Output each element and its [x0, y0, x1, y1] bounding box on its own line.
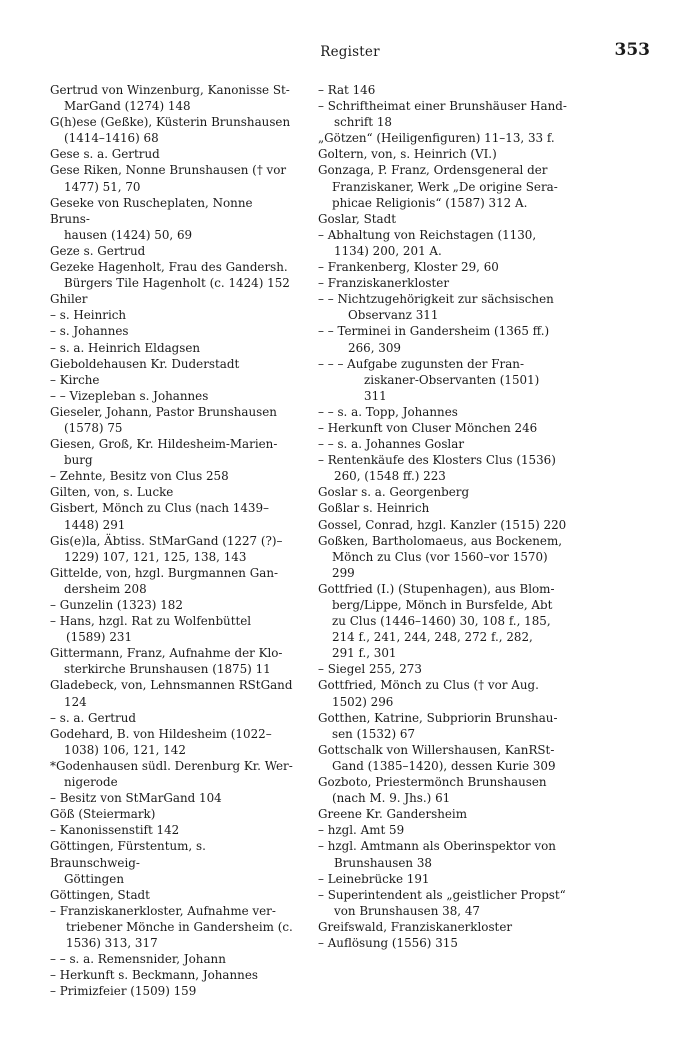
index-entry-line: Gonzaga, P. Franz, Ordensgeneral der [318, 163, 548, 178]
index-entry [50, 677, 296, 709]
index-column-right [318, 82, 568, 951]
index-entry [318, 259, 568, 275]
index-entry-line: Göttingen, Stadt [50, 887, 150, 902]
index-entry [50, 372, 296, 388]
index-entry-line: 1448) 291 [64, 517, 126, 532]
index-entry-line: – Siegel 255, 273 [318, 662, 422, 677]
index-entry [50, 806, 296, 822]
index-entry-line: Geseke von Ruscheplaten, Nonne Bruns- [50, 195, 253, 226]
index-entry-line: – Rentenkäufe des Klosters Clus (1536) [318, 453, 556, 468]
index-entry [318, 146, 568, 162]
index-entry-line: G(h)ese (Geßke), Küsterin Brunshausen [50, 115, 291, 130]
index-entry [318, 484, 568, 500]
index-entry-line: – hzgl. Amtmann als Oberinspektor von [318, 839, 556, 854]
index-entry-line: *Godenhausen südl. Derenburg Kr. Wer- [50, 758, 293, 773]
index-entry-line: – Besitz von StMarGand 104 [50, 791, 222, 806]
index-entry-line: (1578) 75 [64, 420, 123, 435]
index-entry-line: – hzgl. Amt 59 [318, 823, 405, 838]
index-entry-line: Gittermann, Franz, Aufnahme der Klo- [50, 646, 283, 661]
index-entry [50, 822, 296, 838]
index-entry [318, 420, 568, 436]
index-entry-line: Geze s. Gertrud [50, 243, 146, 258]
index-entry-line: – Schriftheimat einer Brunshäuser Hand- [318, 99, 567, 114]
index-column-left [50, 82, 296, 999]
index-entry [50, 710, 296, 726]
index-entry-line: – Herkunft s. Beckmann, Johannes [50, 968, 258, 983]
index-entry-line: burg [64, 453, 93, 468]
index-entry-line: Godehard, B. von Hildesheim (1022– [50, 726, 272, 741]
index-entry [50, 903, 296, 951]
index-entry-line: Gozboto, Priestermönch Brunshausen [318, 775, 547, 790]
index-entry-line: triebener Mönche in Gandersheim (c. [66, 919, 293, 934]
index-entry-line: – Herkunft von Cluser Mönchen 246 [318, 420, 538, 435]
index-entry-line: – Rat 146 [318, 83, 376, 97]
index-entry-line: sterkirche Brunshausen (1875) 11 [64, 662, 271, 677]
index-entry [318, 838, 568, 870]
index-entry-line: 1038) 106, 121, 142 [64, 742, 186, 757]
index-entry-line: Franziskaner, Werk „De origine Sera- [332, 179, 558, 194]
index-entry-line: – s. Johannes [50, 324, 129, 339]
index-entry-line: Gese Riken, Nonne Brunshausen († vor [50, 163, 287, 178]
index-entry-line: zu Clus (1446–1460) 30, 108 f., 185, [332, 614, 551, 629]
index-entry [318, 919, 568, 935]
index-entry-line: 1229) 107, 121, 125, 138, 143 [64, 549, 247, 564]
index-entry [50, 597, 296, 613]
index-entry-line: Bürgers Tile Hagenholt (c. 1424) 152 [64, 276, 290, 291]
index-entry-line: Goslar, Stadt [318, 211, 396, 226]
index-entry [318, 323, 568, 355]
index-entry-line: – s. a. Gertrud [50, 710, 136, 725]
index-entry-line: Gladebeck, von, Lehnsmannen RStGand [50, 678, 293, 693]
index-entry-line: (1414–1416) 68 [64, 131, 159, 146]
index-entry-line: Gilten, von, s. Lucke [50, 485, 174, 500]
index-entry [50, 82, 296, 114]
index-entry-line: hausen (1424) 50, 69 [64, 227, 193, 242]
index-entry-line: – – s. a. Johannes Goslar [318, 437, 465, 452]
index-entry-line: ziskaner-Observanten (1501) [364, 372, 540, 387]
index-entry [50, 114, 296, 146]
index-entry [318, 710, 568, 742]
index-entry-line: nigerode [64, 775, 118, 790]
index-entry-line: Gese s. a. Gertrud [50, 147, 160, 162]
index-entry-line: Goltern, von, s. Heinrich (VI.) [318, 147, 497, 162]
index-entry [50, 967, 296, 983]
index-entry-line: Greene Kr. Gandersheim [318, 807, 468, 822]
index-entry-line: Gieboldehausen Kr. Duderstadt [50, 356, 240, 371]
index-entry-line: Gossel, Conrad, hzgl. Kanzler (1515) 220 [318, 517, 567, 532]
index-entry-line: schrift 18 [334, 115, 392, 130]
index-entry-line: – Abhaltung von Reichstagen (1130, [318, 227, 537, 242]
index-entry-line: Gieseler, Johann, Pastor Brunshausen [50, 404, 277, 419]
index-entry [50, 259, 296, 291]
index-entry-line: (nach M. 9. Jhs.) 61 [332, 791, 451, 806]
index-entry [318, 98, 568, 130]
index-entry-line: Goslar s. a. Georgenberg [318, 485, 470, 500]
index-entry [50, 291, 296, 307]
index-entry [50, 323, 296, 339]
index-entry [318, 887, 568, 919]
index-entry [50, 436, 296, 468]
index-entry [318, 533, 568, 581]
index-entry-line: – Primizfeier (1509) 159 [50, 984, 197, 999]
index-entry [50, 340, 296, 356]
index-entry-line: – Zehnte, Besitz von Clus 258 [50, 469, 229, 484]
index-entry-line: Mönch zu Clus (vor 1560–vor 1570) [332, 549, 548, 564]
index-entry [318, 404, 568, 420]
index-entry-line: Gotthen, Katrine, Subpriorin Brunshau- [318, 710, 558, 725]
index-entry-line: – – – Aufgabe zugunsten der Fran- [318, 356, 524, 371]
index-entry-line: – – Terminei in Gandersheim (1365 ff.) [318, 324, 550, 339]
index-entry-line: Goßlar s. Heinrich [318, 501, 430, 516]
index-entry [50, 356, 296, 372]
index-entry-line: – Superintendent als „geistlicher Propst“ [318, 887, 566, 902]
index-entry [318, 661, 568, 677]
index-entry-line: (1589) 231 [66, 630, 133, 645]
index-entry-line: Gisbert, Mönch zu Clus (nach 1439– [50, 501, 269, 516]
index-entry [318, 162, 568, 210]
index-entry-line: „Götzen“ (Heiligenfiguren) 11–13, 33 f. [318, 131, 555, 146]
index-entry [318, 291, 568, 323]
index-entry [50, 645, 296, 677]
index-entry [50, 887, 296, 903]
index-entry [318, 500, 568, 516]
index-entry-line: von Brunshausen 38, 47 [334, 903, 480, 918]
index-entry [50, 726, 296, 758]
index-entry-line: Giesen, Groß, Kr. Hildesheim-Marien- [50, 437, 278, 452]
index-entry-line: 1477) 51, 70 [64, 179, 141, 194]
index-entry-line: Göttingen, Fürstentum, s. Braunschweig- [50, 839, 206, 870]
index-entry-line: Göß (Steiermark) [50, 807, 156, 822]
page-number: 353 [614, 40, 650, 60]
index-entry [318, 517, 568, 533]
index-entry [50, 500, 296, 532]
index-entry [50, 533, 296, 565]
index-entry [50, 951, 296, 967]
index-entry [50, 388, 296, 404]
index-entry [50, 307, 296, 323]
index-entry-line: 299 [332, 565, 355, 580]
index-entry-line: Goßken, Bartholomaeus, aus Bockenem, [318, 533, 563, 548]
index-entry-line: Gis(e)la, Äbtiss. StMarGand (1227 (?)– [50, 533, 283, 548]
index-entry [318, 742, 568, 774]
index-entry-line: sen (1532) 67 [332, 726, 416, 741]
index-entry [50, 243, 296, 259]
index-entry-line: – – s. a. Topp, Johannes [318, 404, 458, 419]
index-entry-line: phicae Religionis“ (1587) 312 A. [332, 195, 528, 210]
index-entry [318, 436, 568, 452]
index-entry-line: Göttingen [64, 871, 124, 886]
index-entry [318, 275, 568, 291]
index-entry-line: – – Nichtzugehörigkeit zur sächsischen [318, 292, 554, 307]
index-entry [318, 211, 568, 227]
index-entry [318, 581, 568, 661]
index-entry-line: berg/Lippe, Mönch in Bursfelde, Abt [332, 598, 553, 612]
index-entry-line: – Auflösung (1556) 315 [318, 935, 458, 950]
index-entry [318, 774, 568, 806]
index-entry [50, 838, 296, 886]
index-entry-line: 311 [364, 388, 387, 403]
index-entry [318, 452, 568, 484]
index-entry-line: Gottfried, Mönch zu Clus († vor Aug. [318, 678, 539, 693]
index-entry [50, 758, 296, 790]
index-entry-line: Gittelde, von, hzgl. Burgmannen Gan- [50, 565, 279, 580]
index-entry [50, 790, 296, 806]
index-entry-line: Gottschalk von Willershausen, KanRSt- [318, 742, 555, 757]
index-entry-line: – – s. a. Remensnider, Johann [50, 952, 226, 967]
index-entry [50, 484, 296, 500]
index-entry [50, 162, 296, 194]
index-entry-line: 124 [64, 694, 87, 709]
index-entry-line: 291 f., 301 [332, 646, 397, 661]
index-entry [318, 677, 568, 709]
index-entry-line: – Kanonissenstift 142 [50, 823, 180, 838]
index-entry-line: 266, 309 [348, 340, 401, 355]
index-entry-line: dersheim 208 [64, 581, 147, 596]
index-entry-line: – Hans, hzgl. Rat zu Wolfenbüttel [50, 614, 252, 629]
index-entry-line: Brunshausen 38 [334, 855, 432, 870]
index-entry-line: 1134) 200, 201 A. [334, 243, 442, 258]
index-entry-line: – Leinebrücke 191 [318, 871, 430, 886]
index-entry-line: 214 f., 241, 244, 248, 272 f., 282, [332, 630, 533, 645]
running-head: Register [320, 44, 380, 60]
index-entry-line: – Gunzelin (1323) 182 [50, 598, 183, 612]
index-entry [50, 404, 296, 436]
index-entry-line: – Franziskanerkloster, Aufnahme ver- [50, 903, 276, 918]
index-entry-line: 260, (1548 ff.) 223 [334, 469, 446, 484]
index-entry [50, 565, 296, 597]
index-entry [318, 356, 568, 404]
page-header [50, 40, 650, 66]
index-entry-line: – s. a. Heinrich Eldagsen [50, 340, 201, 355]
index-entry [318, 935, 568, 951]
index-entry [50, 983, 296, 999]
index-entry-line: Gand (1385–1420), dessen Kurie 309 [332, 758, 556, 773]
index-entry-line: – Kirche [50, 372, 100, 387]
index-entry-line: – Franziskanerkloster [318, 276, 450, 291]
index-entry-line: Gezeke Hagenholt, Frau des Gandersh. [50, 260, 288, 275]
index-entry [318, 822, 568, 838]
index-entry-line: – Frankenberg, Kloster 29, 60 [318, 260, 499, 275]
index-entry-line: Gertrud von Winzenburg, Kanonisse St- [50, 83, 290, 97]
index-entry-line: Ghiler [50, 292, 88, 307]
index-entry-line: 1502) 296 [332, 694, 394, 709]
index-entry [50, 195, 296, 243]
index-entry-line: Greifswald, Franziskanerkloster [318, 919, 513, 934]
index-entry [50, 613, 296, 645]
index-entry-line: MarGand (1274) 148 [64, 99, 191, 114]
index-entry-line: Gottfried (I.) (Stupenhagen), aus Blom- [318, 581, 555, 596]
index-entry-line: Observanz 311 [348, 308, 439, 323]
index-entry [50, 468, 296, 484]
index-entry [318, 227, 568, 259]
index-entry [318, 82, 568, 98]
index-entry [50, 146, 296, 162]
index-entry-line: – – Vizepleban s. Johannes [50, 388, 209, 403]
index-entry-line: 1536) 313, 317 [66, 935, 158, 950]
index-entry-line: – s. Heinrich [50, 308, 127, 323]
index-entry [318, 806, 568, 822]
index-entry [318, 130, 568, 146]
index-entry [318, 871, 568, 887]
